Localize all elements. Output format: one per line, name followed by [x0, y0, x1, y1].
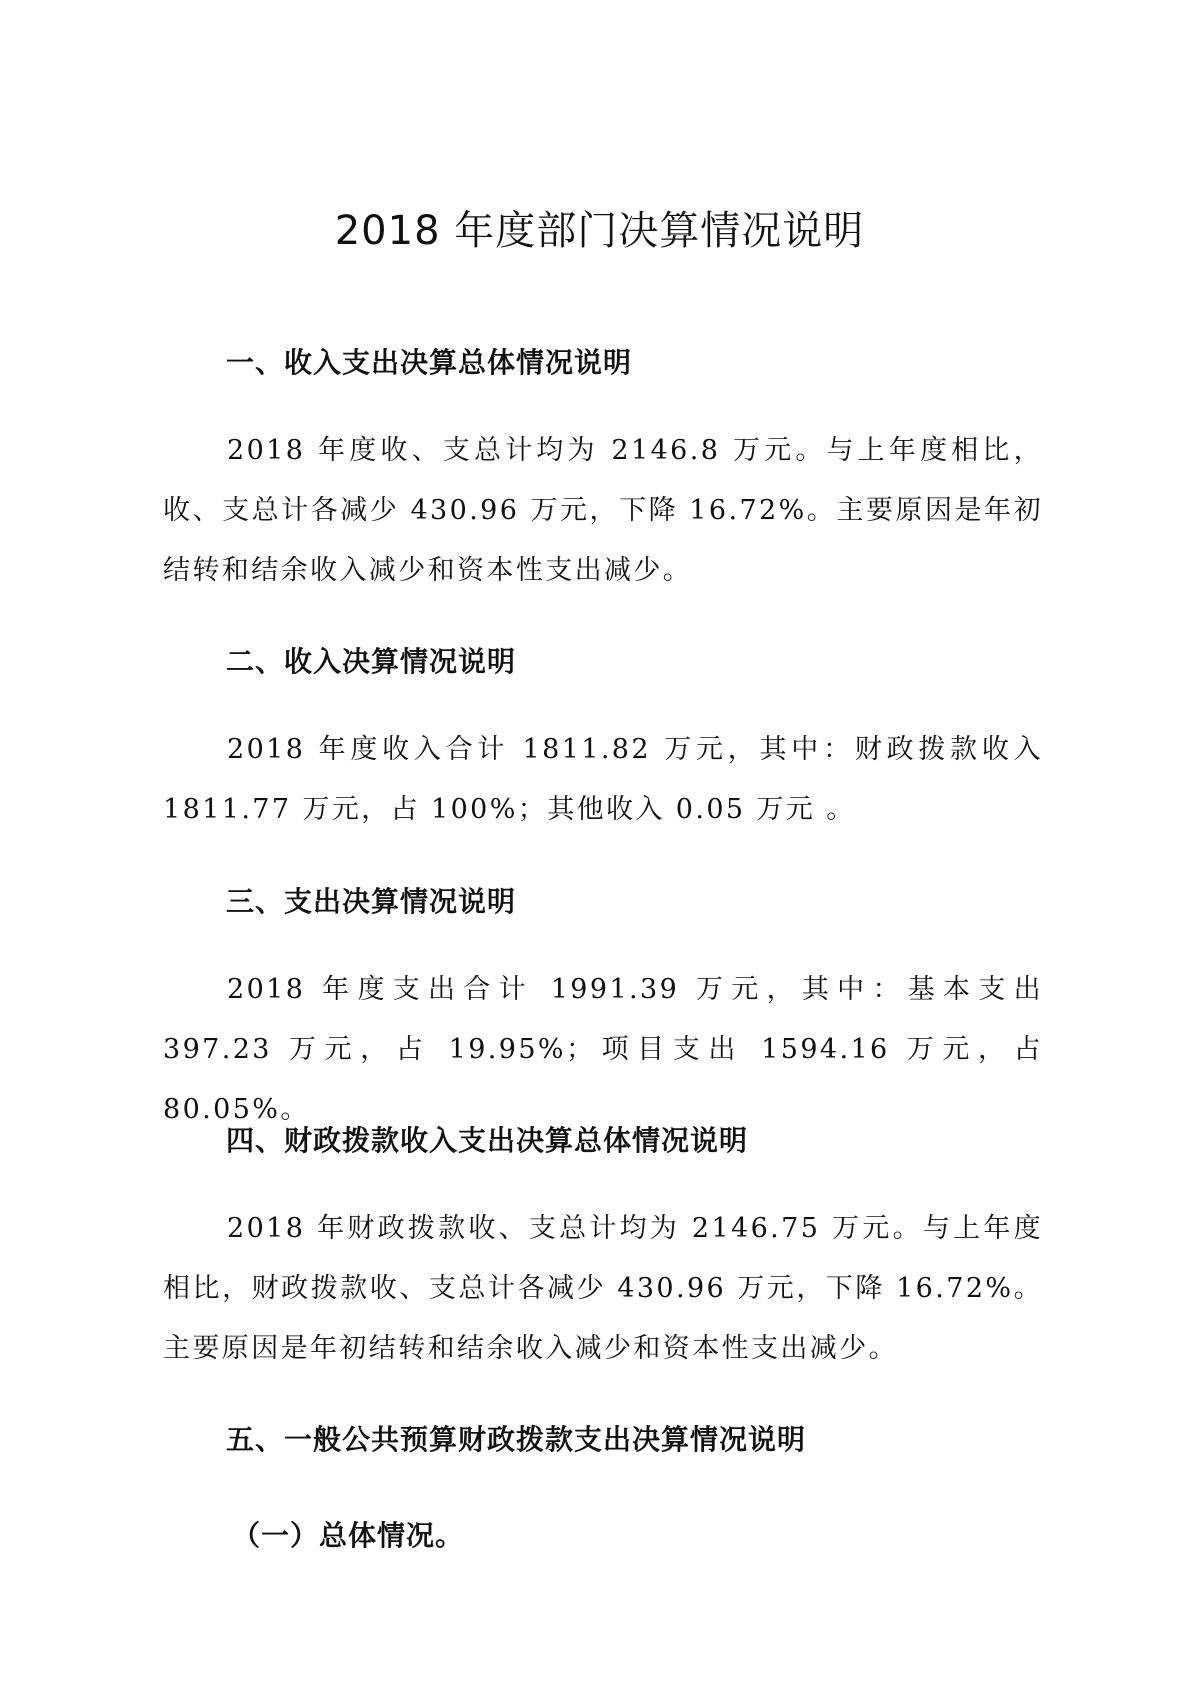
section-paragraph-1: 2018 年度收、支总计均为 2146.8 万元。与上年度相比，收、支总计各减少 430.96 万元，下降 16.72%。主要原因是年初结转和结余收入减少和资本性支出减少。 — [163, 435, 1043, 586]
page-title: 2018 年度部门决算情况说明 — [334, 207, 865, 254]
section-heading-3: 三、支出决算情况说明 — [226, 885, 517, 918]
section-paragraph-4: 2018 年财政拨款收、支总计均为 2146.75 万元。与上年度相比，财政拨款收、支总计各减少 430.96 万元，下降 16.72%。主要原因是年初结转和结余收入减少和资本性支出减少。 — [163, 1213, 1043, 1364]
section-paragraph-2: 2018 年度收入合计 1811.82 万元，其中：财政拨款收入 1811.77 万元，占 100%；其他收入 0.05 万元 。 — [163, 734, 1043, 825]
section-heading-5: 五、一般公共预算财政拨款支出决算情况说明 — [226, 1423, 807, 1456]
section-heading-1: 一、收入支出决算总体情况说明 — [226, 346, 633, 379]
section-heading-2: 二、收入决算情况说明 — [226, 645, 517, 678]
section-paragraph-3: 2018 年度支出合计 1991.39 万元，其中：基本支出 397.23 万元，占 19.95%；项目支出 1594.16 万元，占 80.05%。 — [163, 974, 1043, 1125]
section-heading-4: 四、财政拨款收入支出决算总体情况说明 — [226, 1124, 749, 1157]
sub-heading-overall: （一）总体情况。 — [232, 1519, 465, 1552]
